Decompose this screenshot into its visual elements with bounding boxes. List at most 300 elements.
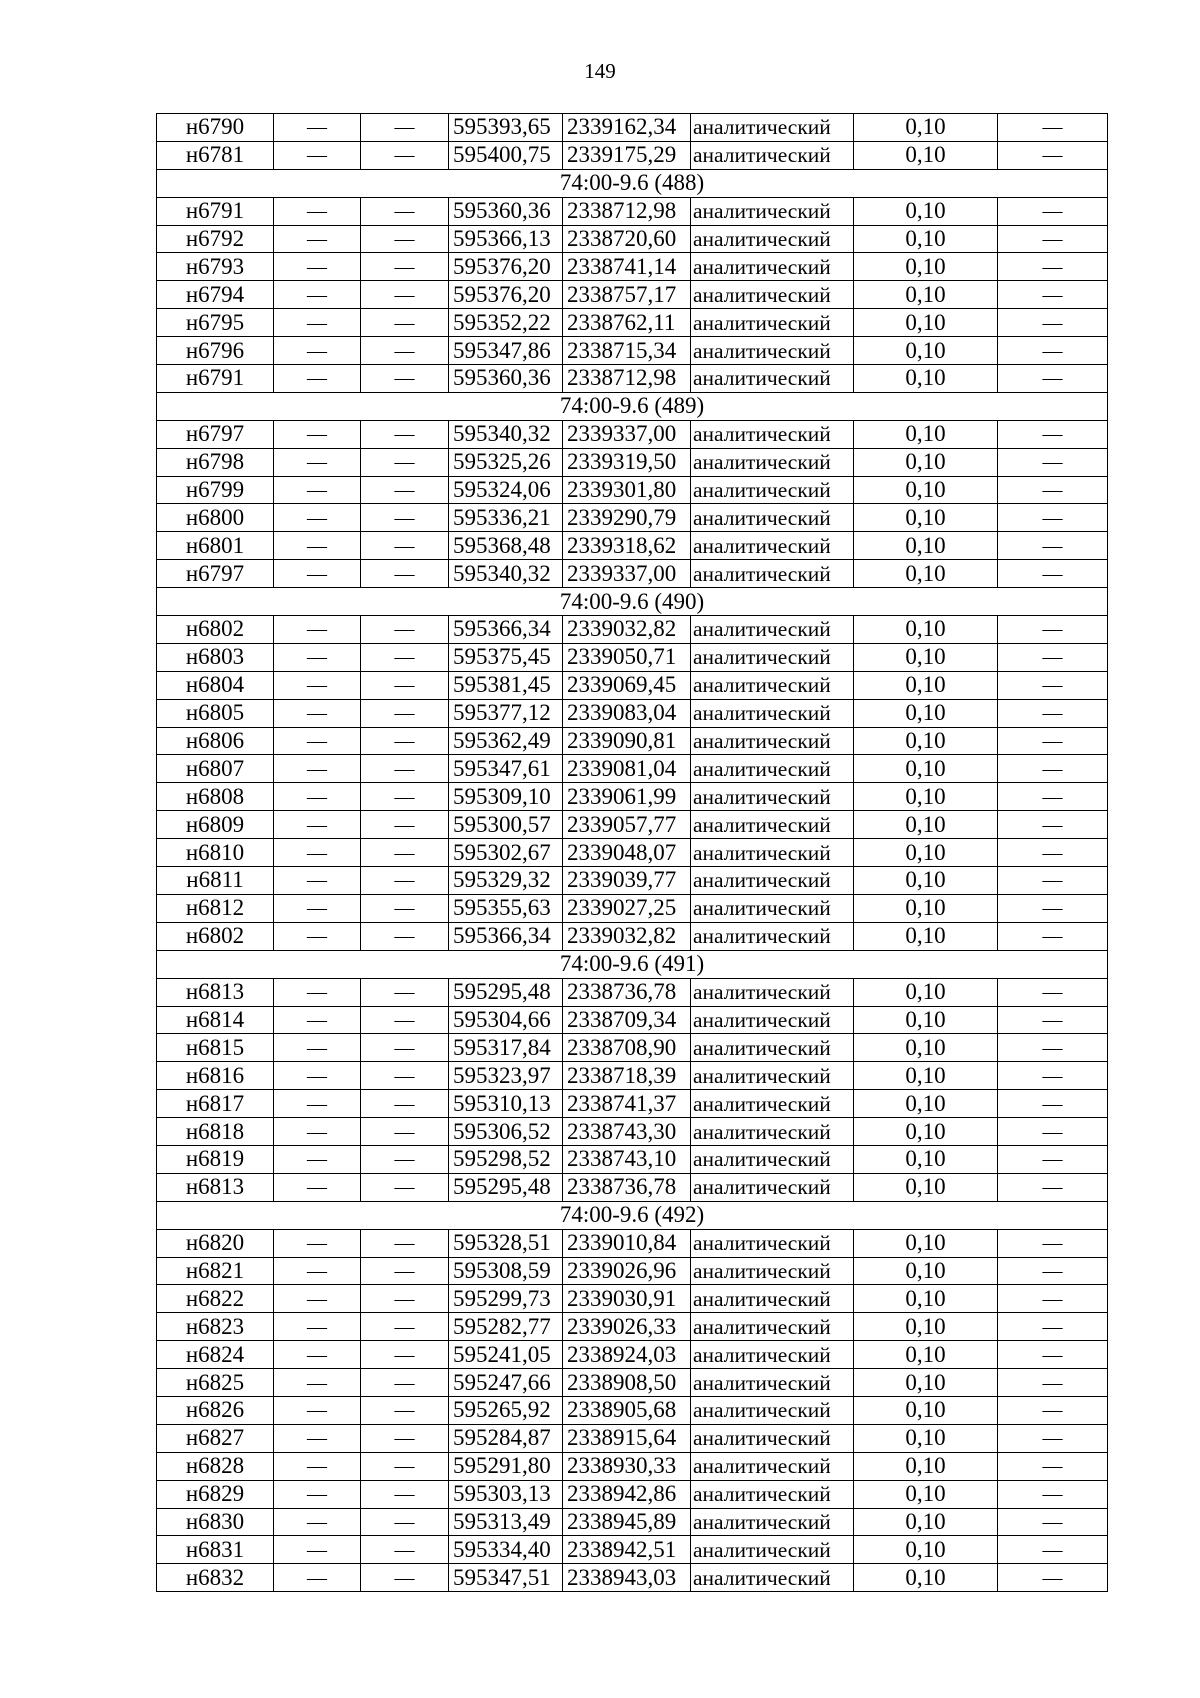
dash-cell: —	[274, 1536, 361, 1564]
point-name-cell: н6811	[157, 867, 274, 895]
table-row	[157, 867, 1108, 895]
table-row	[157, 337, 1108, 365]
dash-cell: —	[361, 532, 449, 560]
y-coordinate-cell: 2338945,89	[563, 1508, 691, 1536]
dash-cell: —	[361, 448, 449, 476]
dash-cell: —	[998, 1145, 1108, 1173]
dash-cell: —	[274, 420, 361, 448]
dash-cell: —	[998, 978, 1108, 1006]
x-coordinate-cell: 595362,49	[449, 727, 563, 755]
method-cell: аналитический	[691, 616, 854, 644]
dash-cell: —	[274, 365, 361, 393]
accuracy-cell: 0,10	[854, 1285, 998, 1313]
dash-cell: —	[998, 1257, 1108, 1285]
point-name-cell: н6832	[157, 1564, 274, 1592]
y-coordinate-cell: 2339081,04	[563, 755, 691, 783]
dash-cell: —	[274, 1285, 361, 1313]
y-coordinate-cell: 2339319,50	[563, 448, 691, 476]
table-row	[157, 616, 1108, 644]
accuracy-cell: 0,10	[854, 699, 998, 727]
dash-cell: —	[361, 1564, 449, 1592]
method-cell: аналитический	[691, 671, 854, 699]
table-row	[157, 1062, 1108, 1090]
dash-cell: —	[998, 225, 1108, 253]
dash-cell: —	[274, 448, 361, 476]
dash-cell: —	[361, 1369, 449, 1397]
y-coordinate-cell: 2338708,90	[563, 1034, 691, 1062]
y-coordinate-cell: 2338942,86	[563, 1480, 691, 1508]
x-coordinate-cell: 595352,22	[449, 309, 563, 337]
dash-cell: —	[361, 811, 449, 839]
x-coordinate-cell: 595400,75	[449, 141, 563, 169]
method-cell: аналитический	[691, 365, 854, 393]
dash-cell: —	[361, 978, 449, 1006]
table-row	[157, 783, 1108, 811]
accuracy-cell: 0,10	[854, 1536, 998, 1564]
coordinates-table	[156, 113, 1108, 1592]
y-coordinate-cell: 2338736,78	[563, 978, 691, 1006]
x-coordinate-cell: 595302,67	[449, 839, 563, 867]
dash-cell: —	[361, 1145, 449, 1173]
y-coordinate-cell: 2338741,37	[563, 1090, 691, 1118]
point-name-cell: н6781	[157, 141, 274, 169]
dash-cell: —	[274, 1173, 361, 1201]
dash-cell: —	[998, 114, 1108, 142]
dash-cell: —	[361, 1006, 449, 1034]
y-coordinate-cell: 2338908,50	[563, 1369, 691, 1397]
accuracy-cell: 0,10	[854, 281, 998, 309]
dash-cell: —	[998, 643, 1108, 671]
x-coordinate-cell: 595324,06	[449, 476, 563, 504]
page-number: 149	[584, 59, 616, 83]
dash-cell: —	[274, 1341, 361, 1369]
dash-cell: —	[998, 671, 1108, 699]
section-header-row	[157, 950, 1108, 978]
dash-cell: —	[274, 1564, 361, 1592]
method-cell: аналитический	[691, 1424, 854, 1452]
y-coordinate-cell: 2338712,98	[563, 197, 691, 225]
method-cell: аналитический	[691, 504, 854, 532]
point-name-cell: н6800	[157, 504, 274, 532]
dash-cell: —	[274, 337, 361, 365]
dash-cell: —	[361, 1313, 449, 1341]
method-cell: аналитический	[691, 978, 854, 1006]
dash-cell: —	[998, 1118, 1108, 1146]
dash-cell: —	[274, 867, 361, 895]
point-name-cell: н6803	[157, 643, 274, 671]
table-row	[157, 1313, 1108, 1341]
dash-cell: —	[361, 1034, 449, 1062]
dash-cell: —	[998, 1396, 1108, 1424]
dash-cell: —	[998, 532, 1108, 560]
dash-cell: —	[998, 504, 1108, 532]
method-cell: аналитический	[691, 811, 854, 839]
x-coordinate-cell: 595340,32	[449, 560, 563, 588]
dash-cell: —	[361, 560, 449, 588]
table-row	[157, 1396, 1108, 1424]
dash-cell: —	[361, 1118, 449, 1146]
method-cell: аналитический	[691, 1257, 854, 1285]
point-name-cell: н6795	[157, 309, 274, 337]
dash-cell: —	[998, 699, 1108, 727]
accuracy-cell: 0,10	[854, 1145, 998, 1173]
x-coordinate-cell: 595247,66	[449, 1369, 563, 1397]
method-cell: аналитический	[691, 1452, 854, 1480]
accuracy-cell: 0,10	[854, 560, 998, 588]
dash-cell: —	[361, 420, 449, 448]
dash-cell: —	[274, 671, 361, 699]
accuracy-cell: 0,10	[854, 1341, 998, 1369]
dash-cell: —	[274, 504, 361, 532]
x-coordinate-cell: 595376,20	[449, 281, 563, 309]
accuracy-cell: 0,10	[854, 616, 998, 644]
y-coordinate-cell: 2338718,39	[563, 1062, 691, 1090]
dash-cell: —	[274, 1452, 361, 1480]
table-row	[157, 141, 1108, 169]
method-cell: аналитический	[691, 1480, 854, 1508]
accuracy-cell: 0,10	[854, 727, 998, 755]
accuracy-cell: 0,10	[854, 1452, 998, 1480]
accuracy-cell: 0,10	[854, 1062, 998, 1090]
section-title: 74:00-9.6 (489)	[157, 392, 1108, 420]
table-row	[157, 671, 1108, 699]
point-name-cell: н6806	[157, 727, 274, 755]
point-name-cell: н6830	[157, 1508, 274, 1536]
accuracy-cell: 0,10	[854, 1369, 998, 1397]
dash-cell: —	[274, 1062, 361, 1090]
dash-cell: —	[998, 1173, 1108, 1201]
table-row	[157, 1536, 1108, 1564]
dash-cell: —	[361, 839, 449, 867]
dash-cell: —	[361, 1341, 449, 1369]
table-row	[157, 365, 1108, 393]
y-coordinate-cell: 2339290,79	[563, 504, 691, 532]
point-name-cell: н6825	[157, 1369, 274, 1397]
accuracy-cell: 0,10	[854, 114, 998, 142]
method-cell: аналитический	[691, 420, 854, 448]
y-coordinate-cell: 2339175,29	[563, 141, 691, 169]
x-coordinate-cell: 595377,12	[449, 699, 563, 727]
x-coordinate-cell: 595328,51	[449, 1229, 563, 1257]
method-cell: аналитический	[691, 253, 854, 281]
point-name-cell: н6804	[157, 671, 274, 699]
accuracy-cell: 0,10	[854, 476, 998, 504]
method-cell: аналитический	[691, 727, 854, 755]
method-cell: аналитический	[691, 1536, 854, 1564]
dash-cell: —	[274, 894, 361, 922]
y-coordinate-cell: 2339090,81	[563, 727, 691, 755]
point-name-cell: н6797	[157, 420, 274, 448]
dash-cell: —	[274, 1508, 361, 1536]
accuracy-cell: 0,10	[854, 1006, 998, 1034]
y-coordinate-cell: 2339318,62	[563, 532, 691, 560]
point-name-cell: н6819	[157, 1145, 274, 1173]
dash-cell: —	[998, 1090, 1108, 1118]
point-name-cell: н6813	[157, 978, 274, 1006]
method-cell: аналитический	[691, 532, 854, 560]
dash-cell: —	[361, 281, 449, 309]
dash-cell: —	[361, 1452, 449, 1480]
accuracy-cell: 0,10	[854, 894, 998, 922]
table-row	[157, 448, 1108, 476]
table-row	[157, 811, 1108, 839]
dash-cell: —	[998, 1424, 1108, 1452]
point-name-cell: н6823	[157, 1313, 274, 1341]
x-coordinate-cell: 595334,40	[449, 1536, 563, 1564]
x-coordinate-cell: 595291,80	[449, 1452, 563, 1480]
x-coordinate-cell: 595295,48	[449, 978, 563, 1006]
dash-cell: —	[274, 1090, 361, 1118]
x-coordinate-cell: 595323,97	[449, 1062, 563, 1090]
x-coordinate-cell: 595298,52	[449, 1145, 563, 1173]
accuracy-cell: 0,10	[854, 1257, 998, 1285]
table-row	[157, 420, 1108, 448]
dash-cell: —	[361, 1424, 449, 1452]
table-row	[157, 114, 1108, 142]
table-row	[157, 1452, 1108, 1480]
point-name-cell: н6810	[157, 839, 274, 867]
dash-cell: —	[361, 1508, 449, 1536]
accuracy-cell: 0,10	[854, 337, 998, 365]
point-name-cell: н6812	[157, 894, 274, 922]
coordinates-table-body	[157, 114, 1108, 1592]
accuracy-cell: 0,10	[854, 1118, 998, 1146]
method-cell: аналитический	[691, 1396, 854, 1424]
x-coordinate-cell: 595381,45	[449, 671, 563, 699]
accuracy-cell: 0,10	[854, 1229, 998, 1257]
accuracy-cell: 0,10	[854, 811, 998, 839]
dash-cell: —	[998, 1285, 1108, 1313]
dash-cell: —	[998, 811, 1108, 839]
point-name-cell: н6813	[157, 1173, 274, 1201]
section-header-row	[157, 169, 1108, 197]
method-cell: аналитический	[691, 1564, 854, 1592]
accuracy-cell: 0,10	[854, 755, 998, 783]
method-cell: аналитический	[691, 894, 854, 922]
point-name-cell: н6822	[157, 1285, 274, 1313]
dash-cell: —	[274, 783, 361, 811]
dash-cell: —	[998, 839, 1108, 867]
table-row	[157, 755, 1108, 783]
dash-cell: —	[361, 643, 449, 671]
y-coordinate-cell: 2339032,82	[563, 922, 691, 950]
y-coordinate-cell: 2339032,82	[563, 616, 691, 644]
accuracy-cell: 0,10	[854, 504, 998, 532]
accuracy-cell: 0,10	[854, 1313, 998, 1341]
y-coordinate-cell: 2338715,34	[563, 337, 691, 365]
point-name-cell: н6791	[157, 365, 274, 393]
dash-cell: —	[998, 560, 1108, 588]
dash-cell: —	[998, 197, 1108, 225]
dash-cell: —	[274, 1313, 361, 1341]
method-cell: аналитический	[691, 448, 854, 476]
y-coordinate-cell: 2338943,03	[563, 1564, 691, 1592]
section-header-row	[157, 588, 1108, 616]
x-coordinate-cell: 595310,13	[449, 1090, 563, 1118]
method-cell: аналитический	[691, 1062, 854, 1090]
method-cell: аналитический	[691, 309, 854, 337]
dash-cell: —	[998, 141, 1108, 169]
x-coordinate-cell: 595375,45	[449, 643, 563, 671]
dash-cell: —	[998, 1452, 1108, 1480]
section-header-row	[157, 392, 1108, 420]
point-name-cell: н6807	[157, 755, 274, 783]
method-cell: аналитический	[691, 839, 854, 867]
method-cell: аналитический	[691, 337, 854, 365]
point-name-cell: н6828	[157, 1452, 274, 1480]
method-cell: аналитический	[691, 1313, 854, 1341]
x-coordinate-cell: 595313,49	[449, 1508, 563, 1536]
x-coordinate-cell: 595308,59	[449, 1257, 563, 1285]
method-cell: аналитический	[691, 560, 854, 588]
dash-cell: —	[998, 1536, 1108, 1564]
table-row	[157, 476, 1108, 504]
point-name-cell: н6797	[157, 560, 274, 588]
table-row	[157, 1341, 1108, 1369]
point-name-cell: н6808	[157, 783, 274, 811]
method-cell: аналитический	[691, 197, 854, 225]
y-coordinate-cell: 2338712,98	[563, 365, 691, 393]
dash-cell: —	[361, 1090, 449, 1118]
table-row	[157, 1285, 1108, 1313]
dash-cell: —	[361, 309, 449, 337]
point-name-cell: н6802	[157, 922, 274, 950]
section-title: 74:00-9.6 (491)	[157, 950, 1108, 978]
dash-cell: —	[998, 894, 1108, 922]
dash-cell: —	[274, 532, 361, 560]
x-coordinate-cell: 595355,63	[449, 894, 563, 922]
dash-cell: —	[361, 699, 449, 727]
y-coordinate-cell: 2339010,84	[563, 1229, 691, 1257]
accuracy-cell: 0,10	[854, 253, 998, 281]
x-coordinate-cell: 595300,57	[449, 811, 563, 839]
accuracy-cell: 0,10	[854, 978, 998, 1006]
method-cell: аналитический	[691, 867, 854, 895]
method-cell: аналитический	[691, 1341, 854, 1369]
y-coordinate-cell: 2339050,71	[563, 643, 691, 671]
x-coordinate-cell: 595393,65	[449, 114, 563, 142]
dash-cell: —	[274, 1229, 361, 1257]
method-cell: аналитический	[691, 1229, 854, 1257]
point-name-cell: н6798	[157, 448, 274, 476]
method-cell: аналитический	[691, 1369, 854, 1397]
accuracy-cell: 0,10	[854, 141, 998, 169]
table-row	[157, 922, 1108, 950]
x-coordinate-cell: 595360,36	[449, 197, 563, 225]
table-row	[157, 309, 1108, 337]
table-row	[157, 727, 1108, 755]
accuracy-cell: 0,10	[854, 1564, 998, 1592]
dash-cell: —	[274, 281, 361, 309]
table-row	[157, 1173, 1108, 1201]
table-row	[157, 1369, 1108, 1397]
table-row	[157, 1480, 1108, 1508]
accuracy-cell: 0,10	[854, 309, 998, 337]
accuracy-cell: 0,10	[854, 1034, 998, 1062]
method-cell: аналитический	[691, 643, 854, 671]
dash-cell: —	[274, 699, 361, 727]
y-coordinate-cell: 2338741,14	[563, 253, 691, 281]
method-cell: аналитический	[691, 114, 854, 142]
method-cell: аналитический	[691, 699, 854, 727]
dash-cell: —	[998, 922, 1108, 950]
dash-cell: —	[998, 420, 1108, 448]
dash-cell: —	[998, 616, 1108, 644]
table-row	[157, 1145, 1108, 1173]
dash-cell: —	[998, 476, 1108, 504]
dash-cell: —	[998, 867, 1108, 895]
dash-cell: —	[998, 1564, 1108, 1592]
y-coordinate-cell: 2339162,34	[563, 114, 691, 142]
x-coordinate-cell: 595304,66	[449, 1006, 563, 1034]
dash-cell: —	[998, 1313, 1108, 1341]
accuracy-cell: 0,10	[854, 1396, 998, 1424]
dash-cell: —	[274, 225, 361, 253]
method-cell: аналитический	[691, 1118, 854, 1146]
point-name-cell: н6801	[157, 532, 274, 560]
accuracy-cell: 0,10	[854, 532, 998, 560]
dash-cell: —	[998, 448, 1108, 476]
y-coordinate-cell: 2338757,17	[563, 281, 691, 309]
table-row	[157, 197, 1108, 225]
point-name-cell: н6815	[157, 1034, 274, 1062]
x-coordinate-cell: 595295,48	[449, 1173, 563, 1201]
y-coordinate-cell: 2339337,00	[563, 560, 691, 588]
x-coordinate-cell: 595306,52	[449, 1118, 563, 1146]
x-coordinate-cell: 595282,77	[449, 1313, 563, 1341]
dash-cell: —	[274, 1034, 361, 1062]
dash-cell: —	[274, 839, 361, 867]
accuracy-cell: 0,10	[854, 1508, 998, 1536]
y-coordinate-cell: 2338762,11	[563, 309, 691, 337]
dash-cell: —	[998, 1062, 1108, 1090]
accuracy-cell: 0,10	[854, 1173, 998, 1201]
dash-cell: —	[361, 114, 449, 142]
table-row	[157, 1257, 1108, 1285]
dash-cell: —	[998, 727, 1108, 755]
table-row	[157, 532, 1108, 560]
x-coordinate-cell: 595347,51	[449, 1564, 563, 1592]
table-row	[157, 894, 1108, 922]
x-coordinate-cell: 595366,34	[449, 922, 563, 950]
dash-cell: —	[998, 1369, 1108, 1397]
dash-cell: —	[361, 1396, 449, 1424]
point-name-cell: н6809	[157, 811, 274, 839]
y-coordinate-cell: 2339027,25	[563, 894, 691, 922]
accuracy-cell: 0,10	[854, 448, 998, 476]
dash-cell: —	[274, 253, 361, 281]
table-row	[157, 1424, 1108, 1452]
dash-cell: —	[274, 727, 361, 755]
dash-cell: —	[998, 1508, 1108, 1536]
x-coordinate-cell: 595347,61	[449, 755, 563, 783]
method-cell: аналитический	[691, 1285, 854, 1313]
dash-cell: —	[998, 1006, 1108, 1034]
y-coordinate-cell: 2339061,99	[563, 783, 691, 811]
dash-cell: —	[361, 476, 449, 504]
section-title: 74:00-9.6 (488)	[157, 169, 1108, 197]
y-coordinate-cell: 2339301,80	[563, 476, 691, 504]
table-row	[157, 1118, 1108, 1146]
y-coordinate-cell: 2338942,51	[563, 1536, 691, 1564]
accuracy-cell: 0,10	[854, 1424, 998, 1452]
dash-cell: —	[998, 1341, 1108, 1369]
method-cell: аналитический	[691, 476, 854, 504]
dash-cell: —	[274, 1118, 361, 1146]
dash-cell: —	[361, 783, 449, 811]
x-coordinate-cell: 595347,86	[449, 337, 563, 365]
x-coordinate-cell: 595368,48	[449, 532, 563, 560]
